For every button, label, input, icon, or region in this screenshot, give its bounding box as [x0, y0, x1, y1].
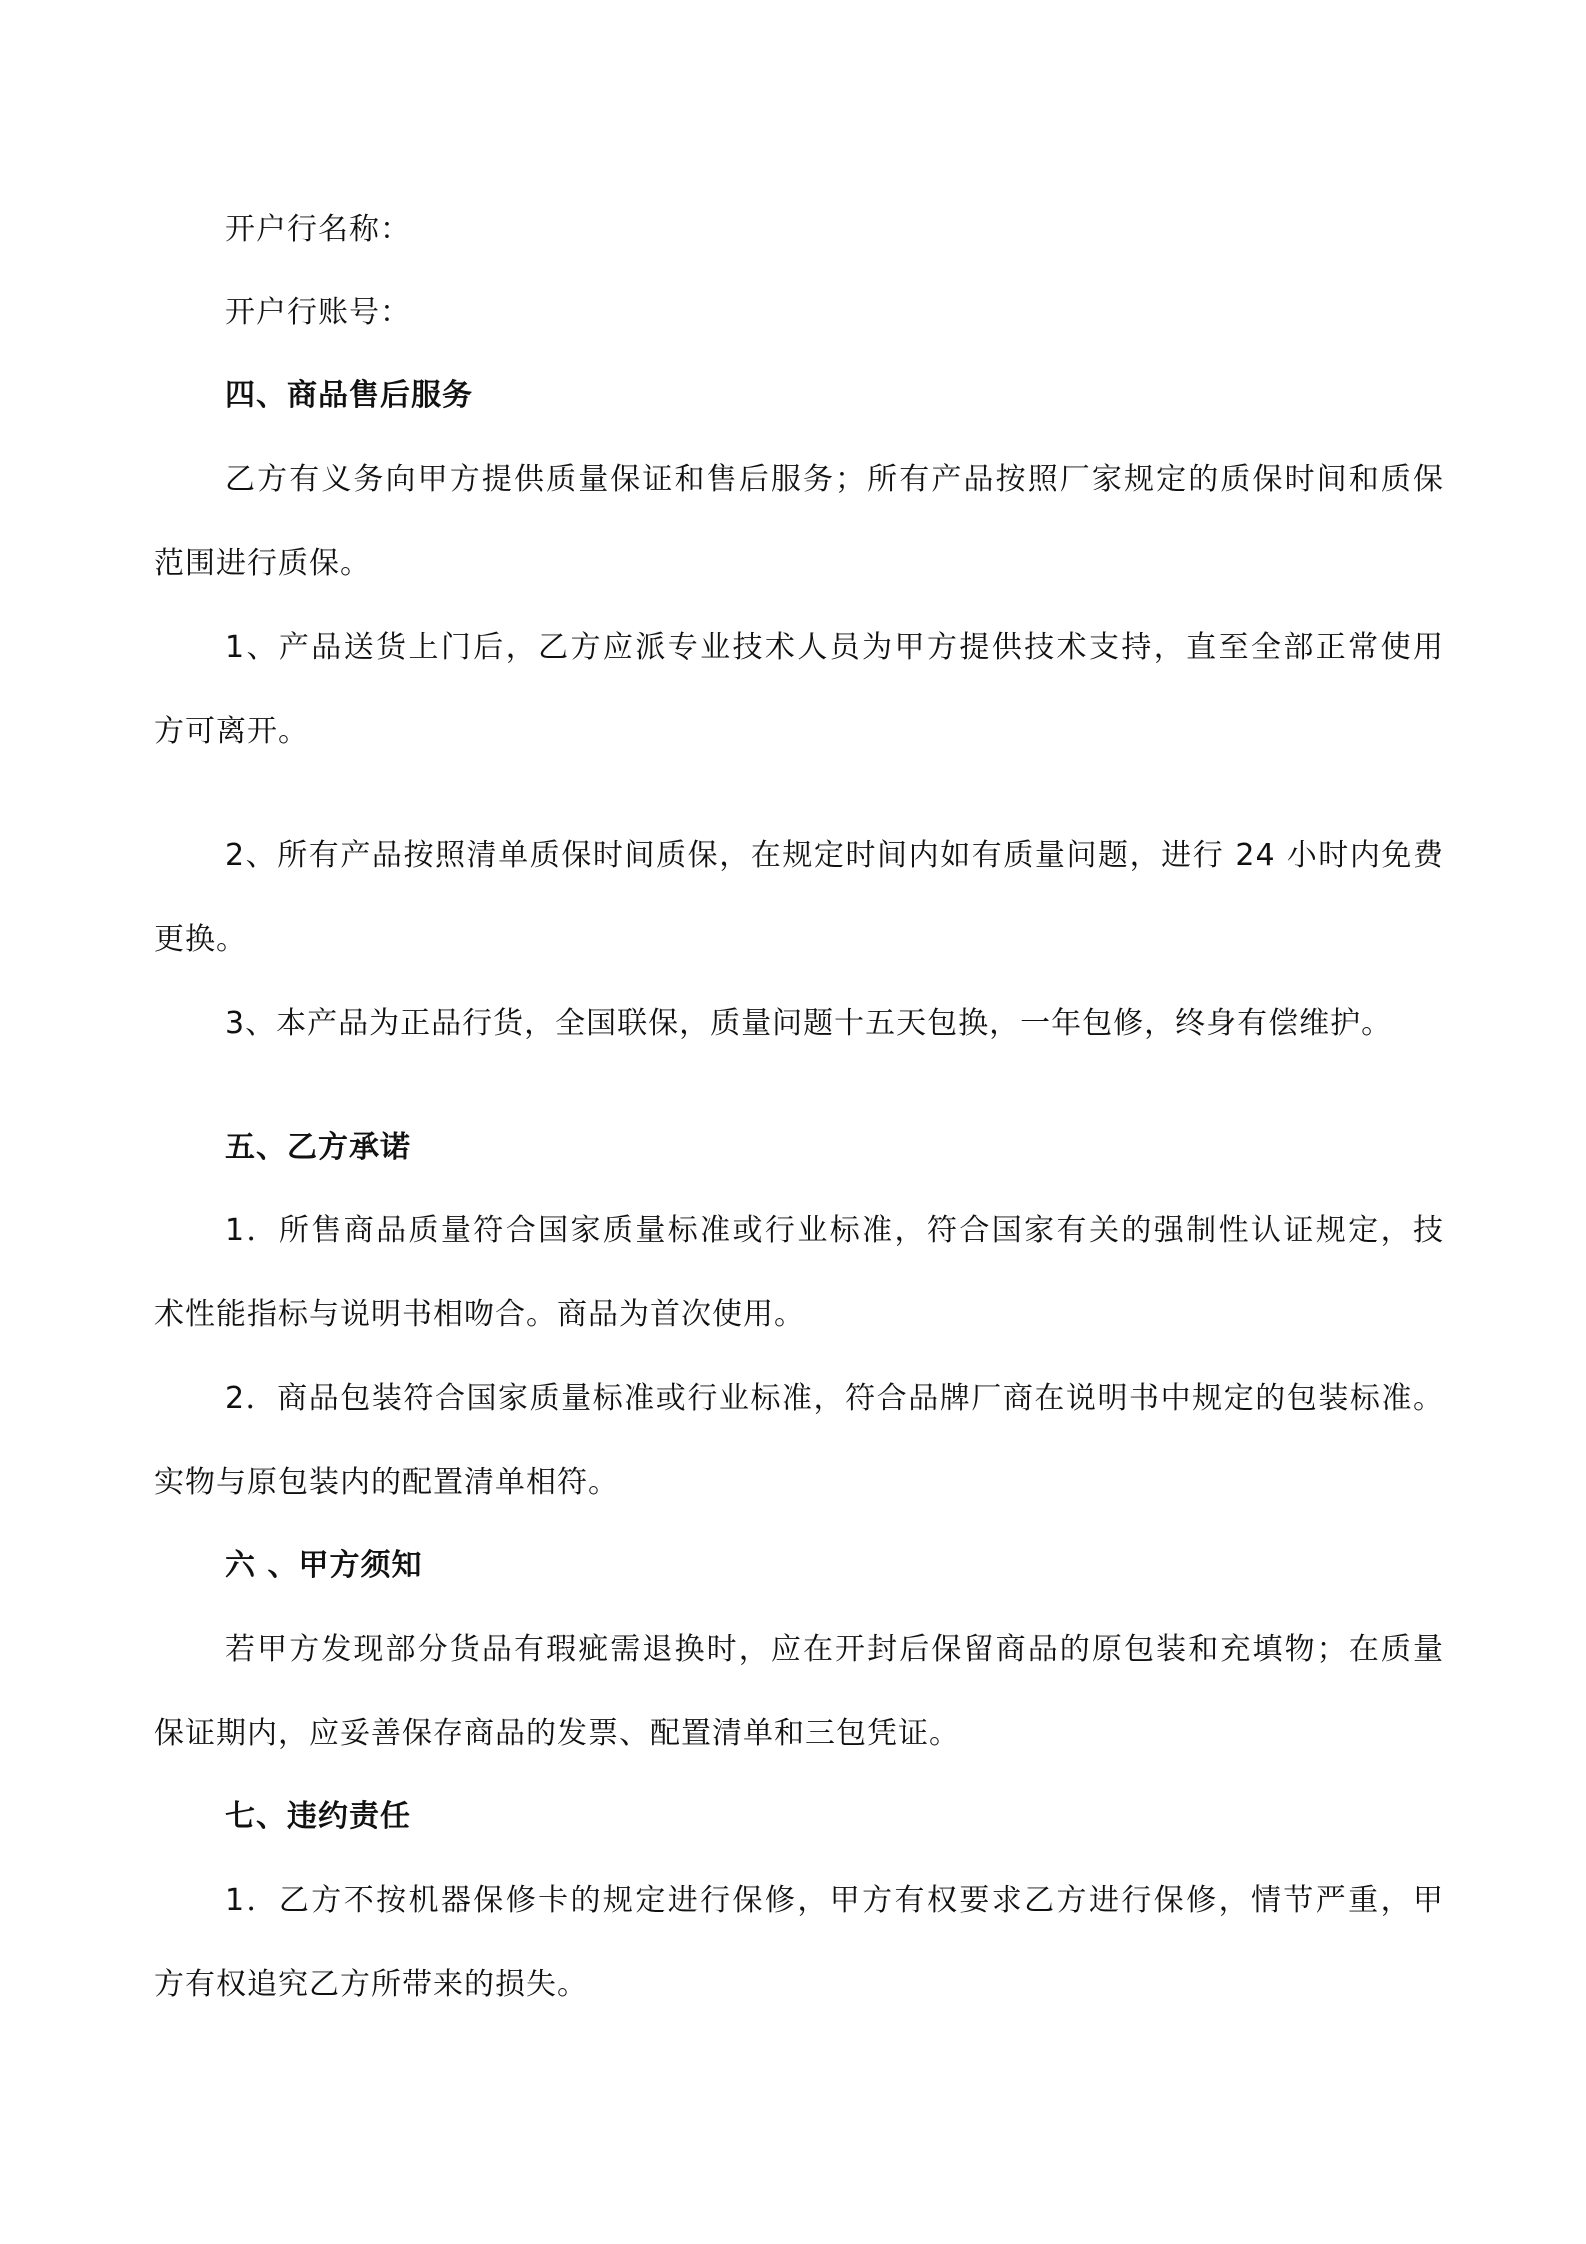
section-5-item-1-line-2: 术性能指标与说明书相吻合。商品为首次使用。 [154, 1297, 805, 1332]
section-5-item-1-line-1: 1．所售商品质量符合国家质量标准或行业标准，符合国家有关的强制性认证规定，技 [225, 1213, 1444, 1248]
section-4-item-3: 3、本产品为正品行货，全国联保，质量问题十五天包换，一年包修，终身有偿维护。 [225, 1006, 1393, 1041]
section-4-item-1-line-1: 1、产品送货上门后，乙方应派专业技术人员为甲方提供技术支持，直至全部正常使用 [225, 630, 1444, 665]
section-5-item-2-line-1: 2．商品包装符合国家质量标准或行业标准，符合品牌厂商在说明书中规定的包装标准。 [225, 1381, 1444, 1416]
section-5-heading: 五、乙方承诺 [225, 1130, 411, 1165]
section-4-item-2-line-2: 更换。 [154, 922, 247, 957]
section-4-intro-line-2: 范围进行质保。 [154, 546, 371, 581]
section-6-text-line-1: 若甲方发现部分货品有瑕疵需退换时，应在开封后保留商品的原包装和充填物；在质量 [225, 1632, 1444, 1667]
section-4-item-1-line-2: 方可离开。 [154, 714, 309, 749]
section-4-heading: 四、商品售后服务 [225, 378, 473, 413]
section-7-item-1-line-2: 方有权追究乙方所带来的损失。 [154, 1967, 588, 2002]
section-4-intro-line-1: 乙方有义务向甲方提供质量保证和售后服务；所有产品按照厂家规定的质保时间和质保 [225, 462, 1444, 497]
section-4-item-2-line-1: 2、所有产品按照清单质保时间质保，在规定时间内如有质量问题，进行 24 小时内免费 [225, 838, 1444, 873]
section-6-text-line-2: 保证期内，应妥善保存商品的发票、配置清单和三包凭证。 [154, 1716, 960, 1751]
section-6-heading: 六 、甲方须知 [225, 1548, 423, 1583]
bank-name-label: 开户行名称： [225, 212, 411, 247]
section-7-heading: 七、违约责任 [225, 1799, 411, 1834]
section-5-item-2-line-2: 实物与原包装内的配置清单相符。 [154, 1465, 619, 1500]
section-7-item-1-line-1: 1．乙方不按机器保修卡的规定进行保修，甲方有权要求乙方进行保修，情节严重，甲 [225, 1883, 1444, 1918]
bank-account-label: 开户行账号： [225, 295, 411, 330]
